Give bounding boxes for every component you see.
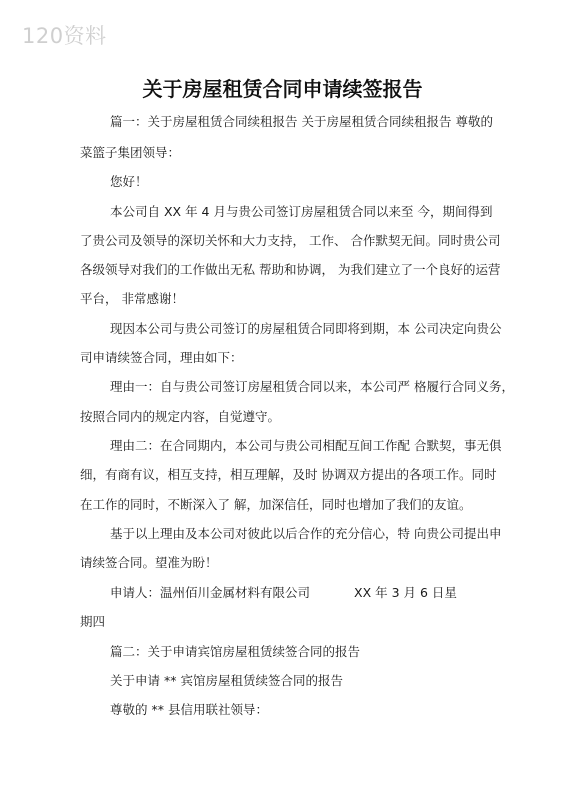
paragraph-line: 各级领导对我们的工作做出无私 帮助和协调， 为我们建立了一个良好的运营 [80,262,501,277]
paragraph-line: 基于以上理由及本公司对彼此以后合作的充分信心，特 向贵公司提出申 [110,526,502,541]
paragraph-line: 关于申请 ** 宾馆房屋租赁续签合同的报告 [110,673,343,688]
paragraph-line: 本公司自 XX 年 4 月与贵公司签订房屋租赁合同以来至 今，期间得到 [110,204,493,219]
paragraph-line: 篇一：关于房屋租赁合同续租报告 关于房屋租赁合同续租报告 尊敬的 [110,114,493,129]
paragraph-line: 现因本公司与贵公司签订的房屋租赁合同即将到期，本 公司决定向贵公 [110,321,502,336]
paragraph-line: 理由一：自与贵公司签订房屋租赁合同以来，本公司严 格履行合同义务， [110,379,514,394]
document-title: 关于房屋租赁合同申请续签报告 [142,77,423,101]
paragraph-line: 细，有商有议，相互支持，相互理解，及时 协调双方提出的各项工作。同时 [80,467,497,482]
watermark: 120资料 [22,24,107,48]
signature-line [110,585,457,601]
paragraph-line: 尊敬的 ** 县信用联社领导： [110,702,268,717]
paragraph-line: 司申请续签合同，理由如下： [80,350,243,365]
paragraph-line: 按照合同内的规定内容，自觉遵守。 [80,409,281,424]
paragraph-line: 了贵公司及领导的深切关怀和大力支持， 工作、 合作默契无间。同时贵公司 [80,233,501,248]
paragraph-line: 您好！ [110,174,148,189]
date: XX 年 3 月 6 日星 [354,585,457,600]
paragraph-line: 平台， 非常感谢！ [80,291,184,306]
paragraph-line: 在工作的同时，不断深入了 解，加深信任，同时也增加了我们的友谊。 [80,497,472,512]
section-heading: 篇二：关于申请宾馆房屋租赁续签合同的报告 [110,644,361,659]
paragraph-line: 请续签合同。望准为盼！ [80,555,218,570]
paragraph-line: 菜篮子集团领导： [80,145,181,160]
paragraph-line: 期四 [80,614,106,629]
paragraph-line: 理由二：在合同期内，本公司与贵公司相配互间工作配 合默契，事无俱 [110,438,502,453]
applicant: 申请人：温州佰川金属材料有限公司 [110,585,311,600]
